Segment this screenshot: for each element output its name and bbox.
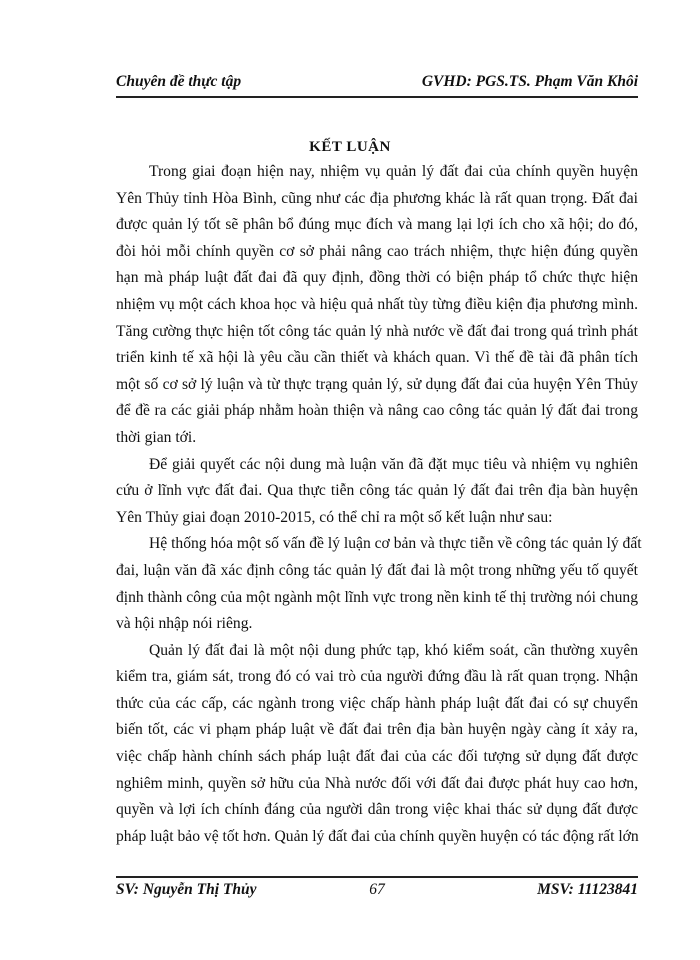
text-line: triển kinh tế xã hội là yêu cầu cần thiết và khách quan. Vì thế đề tài đã phân tích: [116, 349, 638, 367]
body-text: [116, 159, 642, 850]
text-line: Hệ thống hóa một số vấn đề lý luận cơ bản và thực tiễn về công tác quản lý đất: [149, 535, 642, 553]
text-line: Quản lý đất đai là một nội dung phức tạp, khó kiểm soát, cần thường xuyên: [149, 641, 638, 659]
header-advisor: GVHD: PGS.TS. Phạm Văn Khôi: [421, 73, 638, 90]
text-line: cứu ở lĩnh vực đất đai. Qua thực tiễn công tác quản lý đất đai trên địa bàn huyện: [116, 482, 638, 500]
text-line: Để giải quyết các nội dung mà luận văn đã đặt mục tiêu và nhiệm vụ nghiên: [149, 455, 638, 473]
text-line: được quản lý tốt sẽ phân bổ đúng mục đích và mang lại lợi ích cho xã hội; do đó,: [116, 216, 638, 234]
text-line: Trong giai đoạn hiện nay, nhiệm vụ quản lý đất đai của chính quyền huyện: [149, 163, 638, 180]
paragraph: [116, 452, 638, 532]
header-subject: Chuyên đề thực tập: [116, 73, 242, 90]
text-line: Tăng cường thực hiện tốt công tác quản lý nhà nước về đất đai trong quá trình phát: [116, 322, 638, 340]
paragraph: [116, 159, 638, 452]
footer-student-id: MSV: 11123841: [537, 881, 638, 898]
page-footer: [116, 881, 638, 901]
text-line: để đề ra các giải pháp nhằm hoàn thiện và nâng cao công tác quản lý đất đai trong: [116, 402, 638, 420]
text-line: một số cơ sở lý luận và từ thực trạng quản lý, sử dụng đất đai của huyện Yên Thủy: [116, 375, 638, 393]
text-line: nghiêm minh, quyền sở hữu của Nhà nước đối với đất đai được phát huy cao hơn,: [116, 774, 638, 792]
text-line: biến tốt, các vi phạm pháp luật về đất đai trên địa bàn huyện ngày càng ít xảy ra,: [116, 721, 638, 739]
text-line: đai, luận văn đã xác định công tác quản lý đất đai là một trong những yếu tố quyết: [116, 561, 638, 579]
text-line: thời gian tới.: [116, 428, 197, 446]
section-title: KẾT LUẬN: [309, 139, 391, 155]
text-line: đòi hỏi mỗi chính quyền cơ sở phải nâng cao trách nhiệm, thực hiện đúng quyền: [116, 242, 638, 260]
text-line: hạn mà pháp luật đất đai đã quy định, đồng thời có biện pháp tổ chức thực hiện: [116, 269, 638, 287]
text-line: nhiệm vụ một cách khoa học và hiệu quả nhất tùy từng điều kiện địa phương mình.: [116, 295, 638, 313]
paragraph: [116, 531, 642, 637]
header-divider: [116, 96, 638, 98]
text-line: việc chấp hành chính sách pháp luật đất đai của các đối tượng sử dụng đất được: [116, 748, 638, 766]
text-line: quyền và lợi ích chính đáng của người dân trong việc khai thác sử dụng đất được: [116, 801, 638, 819]
footer-student: SV: Nguyễn Thị Thủy: [116, 881, 257, 898]
text-line: thức của các cấp, các ngành trong việc chấp hành pháp luật đất đai có sự chuyển: [116, 694, 638, 712]
paragraph: [116, 638, 638, 851]
text-line: và hội nhập nói riêng.: [116, 615, 253, 633]
page-number: 67: [369, 881, 385, 898]
text-line: định thành công của một ngành một lĩnh vực trong nền kinh tế thị trường nói chung: [116, 588, 638, 606]
text-line: Yên Thủy tỉnh Hòa Bình, cũng như các địa phương khác là rất quan trọng. Đất đai: [116, 189, 638, 207]
footer-divider: [116, 876, 638, 878]
text-line: kiểm tra, giám sát, trong đó có vai trò của người đứng đầu là rất quan trọng. Nhận: [116, 668, 638, 686]
text-line: Yên Thủy giai đoạn 2010-2015, có thể chỉ ra một số kết luận như sau:: [116, 508, 553, 526]
page-header: [116, 73, 638, 93]
text-line: pháp luật bảo vệ tốt hơn. Quản lý đất đai của chính quyền huyện có tác động rất lớn: [116, 827, 639, 845]
